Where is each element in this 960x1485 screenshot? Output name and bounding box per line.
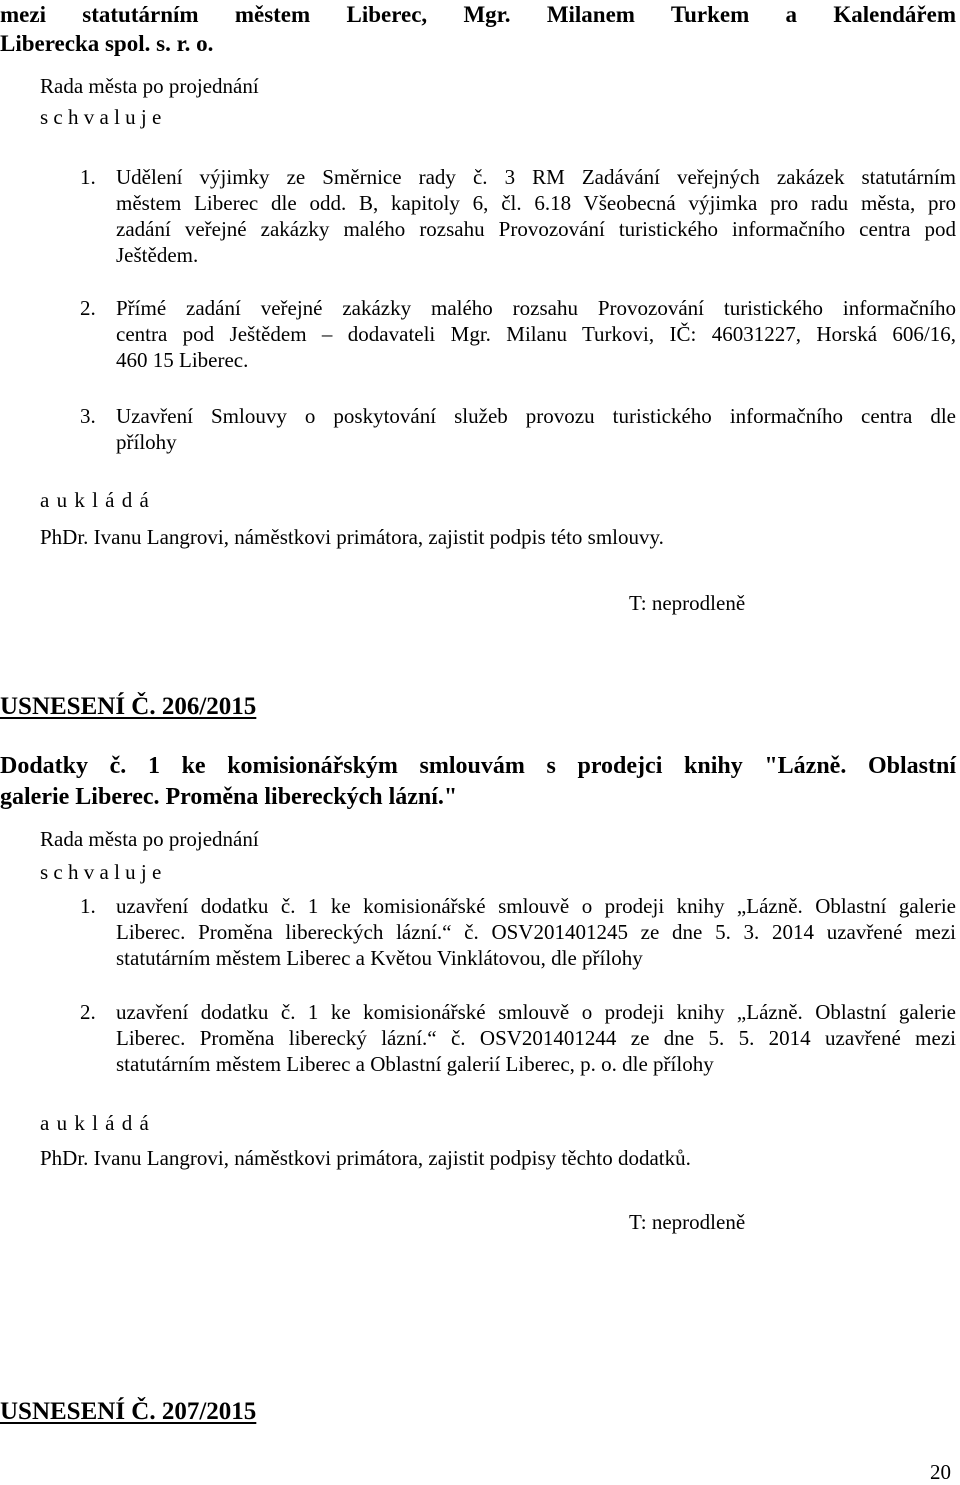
termin: T: neprodleně (629, 1210, 746, 1234)
usneseni-heading: USNESENÍ Č. 207/2015 (0, 1398, 257, 1425)
item-line: Liberec. Proměna liberecký lázní.“ č. OSV201401244 ze dne 5. 5. 2014 uzavřené mezi (116, 1026, 956, 1050)
item-line: Přímé zadání veřejné zakázky malého rozsahu Provozování turistického informačního (116, 296, 956, 320)
rada-label: Rada města po projednání (40, 827, 259, 851)
item-number: 1. (80, 165, 96, 189)
item-line: statutárním městem Liberec a Květou Vinklátovou, dle přílohy (116, 946, 643, 970)
schvaluje-label: s c h v a l u j e (40, 105, 162, 129)
rada-label: Rada města po projednání (40, 74, 259, 98)
uklada-text: PhDr. Ivanu Langrovi, náměstkovi primátora, zajistit podpis této smlouvy. (40, 525, 664, 549)
item-number: 2. (80, 1000, 96, 1024)
item-line: přílohy (116, 430, 177, 454)
item-number: 3. (80, 404, 96, 428)
uklada-text: PhDr. Ivanu Langrovi, náměstkovi primátora, zajistit podpisy těchto dodatků. (40, 1146, 691, 1170)
item-line: Udělení výjimky ze Směrnice rady č. 3 RM Zadávání veřejných zakázek statutárním (116, 165, 956, 189)
item-line: zadání veřejné zakázky malého rozsahu Provozování turistického informačního centra pod (116, 217, 956, 241)
resolution-title-line-2: galerie Liberec. Proměna libereckých lázní." (0, 784, 458, 810)
item-number: 1. (80, 894, 96, 918)
item-line: uzavření dodatku č. 1 ke komisionářské smlouvě o prodeji knihy „Lázně. Oblastní galerie (116, 1000, 956, 1024)
schvaluje-label: s c h v a l u j e (40, 860, 162, 884)
intro-line-1: mezi statutárním městem Liberec, Mgr. Milanem Turkem a Kalendářem (0, 2, 956, 27)
usneseni-heading: USNESENÍ Č. 206/2015 (0, 693, 257, 720)
item-line: uzavření dodatku č. 1 ke komisionářské smlouvě o prodeji knihy „Lázně. Oblastní galerie (116, 894, 956, 918)
item-line: centra pod Ještědem – dodavateli Mgr. Milanu Turkovi, IČ: 46031227, Horská 606/16, (116, 322, 956, 346)
intro-line-2: Liberecka spol. s. r. o. (0, 31, 214, 56)
item-line: Ještědem. (116, 243, 199, 267)
uklada-label: a u k l á d á (40, 1111, 150, 1135)
resolution-title-line-1: Dodatky č. 1 ke komisionářským smlouvám s prodejci knihy "Lázně. Oblastní (0, 753, 956, 779)
item-line: Uzavření Smlouvy o poskytování služeb provozu turistického informačního centra dle (116, 404, 956, 428)
item-number: 2. (80, 296, 96, 320)
termin: T: neprodleně (629, 591, 746, 615)
item-line: statutárním městem Liberec a Oblastní galerií Liberec, p. o. dle přílohy (116, 1052, 714, 1076)
item-line: 460 15 Liberec. (116, 348, 249, 372)
item-line: Liberec. Proměna libereckých lázní.“ č. OSV201401245 ze dne 5. 3. 2014 uzavřené mezi (116, 920, 956, 944)
uklada-label: a u k l á d á (40, 488, 150, 512)
page-number: 20 (930, 1460, 951, 1484)
item-line: městem Liberec dle odd. B, kapitoly 6, čl. 6.18 Všeobecná výjimka pro radu města, pro (116, 191, 956, 215)
